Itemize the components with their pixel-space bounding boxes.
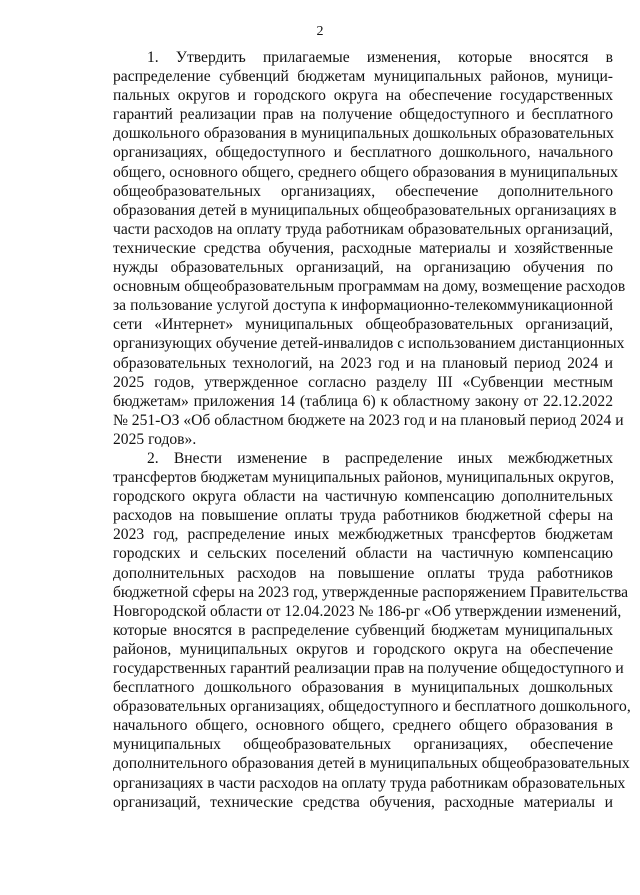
- text-line: 2025 годов».: [113, 430, 197, 448]
- text-line: городских и сельских поселений области на частичную компенсацию: [113, 545, 613, 563]
- text-line: бесплатного дошкольного образования в муниципальных дошкольных: [113, 679, 613, 697]
- text-line: расходов на повышение оплаты труда работников бюджетной сферы на: [113, 507, 613, 525]
- text-line: начального общего, основного общего, среднего общего образования в: [113, 717, 613, 735]
- text-line: бюджетам» приложения 14 (таблица 6) к областному закону от 22.12.2022: [113, 392, 613, 410]
- text-line: организациях в части расходов на оплату труда работникам образовательных: [113, 774, 626, 792]
- text-line: организациях, общедоступного и бесплатного дошкольного, начального: [113, 144, 613, 162]
- text-line: общеобразовательных организациях, обеспечение дополнительного: [113, 182, 613, 200]
- text-line: общего, основного общего, среднего общего образования в муниципальных: [113, 163, 619, 181]
- text-line: основным общеобразовательным программам на дому, возмещение расходов: [113, 278, 626, 296]
- text-line: распределение субвенций бюджетам муниципальных районов, муници-: [113, 68, 613, 86]
- text-line: дошкольного образования в муниципальных дошкольных образовательных: [113, 125, 614, 143]
- text-line: дополнительных расходов на повышение оплаты труда работников: [113, 564, 613, 582]
- text-line: бюджетной сферы на 2023 год, утвержденные распоряжением Правительства: [113, 583, 629, 601]
- text-line: образовательных организациях, общедоступного и бесплатного дошкольного,: [113, 698, 631, 716]
- text-line: технические средства обучения, расходные материалы и хозяйственные: [113, 239, 613, 257]
- text-line: трансфертов бюджетам муниципальных районов, муниципальных округов,: [113, 469, 615, 487]
- text-line: части расходов на оплату труда работникам образовательных организаций,: [113, 220, 613, 238]
- text-line: 1. Утвердить прилагаемые изменения, которые вносятся в: [147, 49, 613, 66]
- page-number: 2: [316, 24, 324, 39]
- text-line: образования детей в муниципальных общеобразовательных организациях в: [113, 201, 617, 219]
- paragraph: [113, 48, 626, 449]
- text-line: районов, муниципальных округов и городского округа на обеспечение: [113, 640, 613, 658]
- text-line: 2023 год, распределение иных межбюджетных трансфертов бюджетам: [113, 526, 613, 544]
- text-line: 2025 годов, утвержденное согласно разделу III «Субвенции местным: [113, 373, 613, 391]
- text-line: городского округа области на частичную компенсацию дополнительных: [113, 488, 613, 506]
- text-line: 2. Внести изменение в распределение иных межбюджетных: [147, 449, 613, 467]
- text-line: № 251-ОЗ «Об областном бюджете на 2023 год и на плановый период 2024 и: [113, 411, 624, 429]
- text-line: которые вносятся в распределение субвенций бюджетам муниципальных: [113, 621, 613, 639]
- text-line: образовательных технологий, на 2023 год и на плановый период 2024 и: [113, 354, 613, 372]
- text-line: организаций, технические средства обучения, расходные материалы и: [113, 793, 613, 811]
- text-line: пальных округов и городского округа на обеспечение государственных: [113, 87, 613, 105]
- text-line: государственных гарантий реализации прав на получение общедоступного и: [113, 660, 624, 677]
- text-line: Новгородской области от 12.04.2023 № 186-рг «Об утверждении изменений,: [113, 602, 622, 620]
- paragraph: [113, 449, 631, 812]
- text-line: организующих обучение детей-инвалидов с использованием дистанционных: [113, 335, 625, 353]
- text-line: гарантий реализации прав на получение общедоступного и бесплатного: [113, 106, 613, 124]
- text-line: дополнительного образования детей в муниципальных общеобразовательных: [113, 755, 630, 773]
- text-line: сети «Интернет» муниципальных общеобразовательных организаций,: [113, 316, 613, 334]
- text-line: муниципальных общеобразовательных организациях, обеспечение: [113, 736, 613, 754]
- document-body: [113, 48, 631, 812]
- text-line: за пользование услугой доступа к информационно-телекоммуникационной: [113, 297, 613, 315]
- text-line: нужды образовательных организаций, на организацию обучения по: [113, 259, 613, 277]
